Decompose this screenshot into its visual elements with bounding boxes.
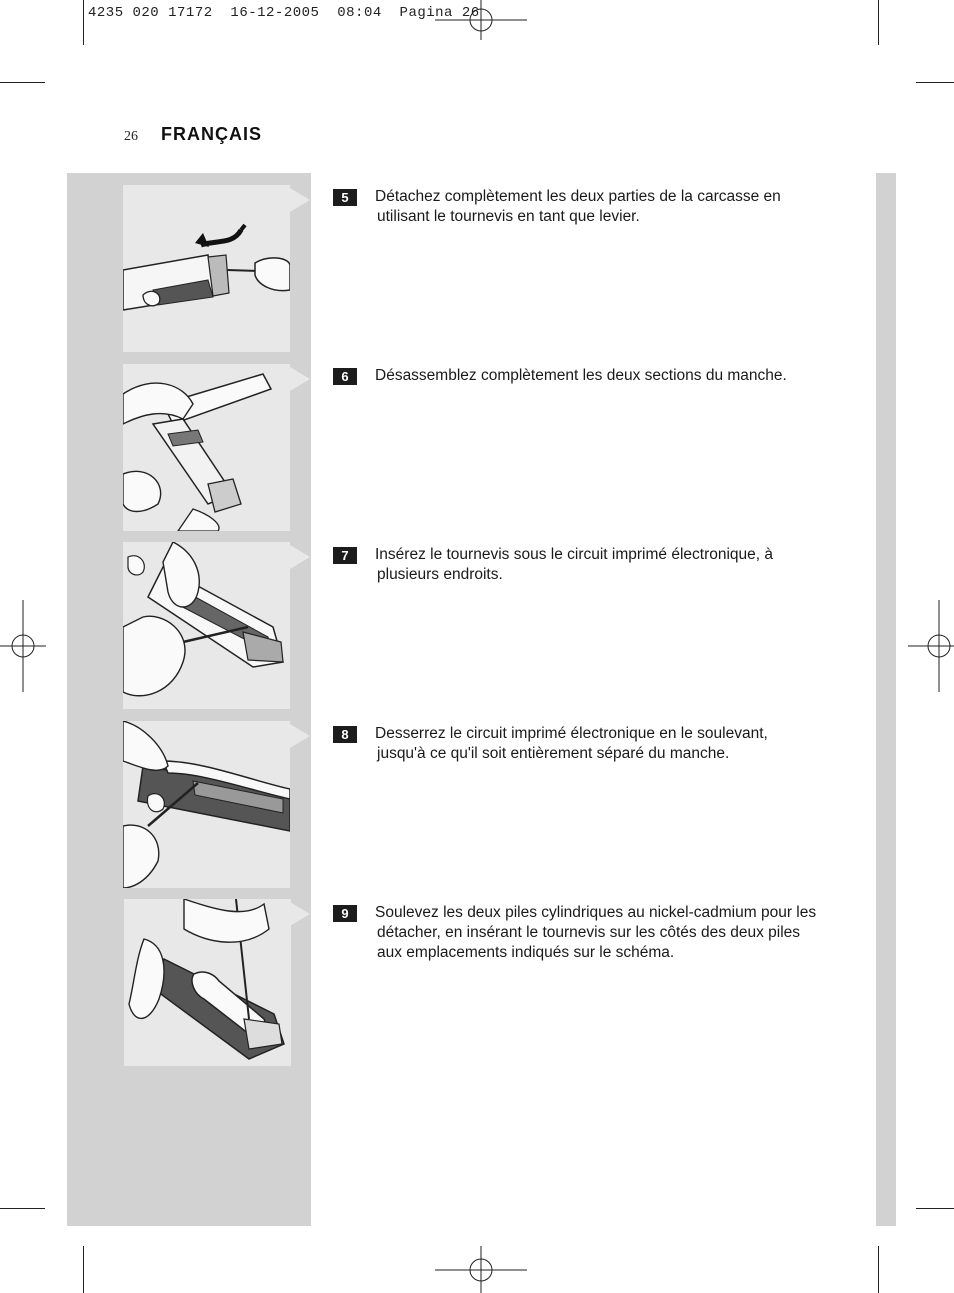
illustration-insert-screwdriver	[123, 542, 290, 709]
step-number-badge: 9	[333, 905, 357, 922]
step-text-line: aux emplacements indiqués sur le schéma.	[377, 944, 675, 961]
step-text-line: détacher, en insérant le tournevis sur les côtés des deux piles	[377, 924, 801, 941]
step-text	[375, 903, 843, 963]
registration-mark-icon	[435, 0, 527, 40]
page-number: 26	[124, 129, 138, 144]
step-number-badge: 5	[333, 189, 357, 206]
figure-step-7	[123, 542, 290, 709]
registration-mark-icon	[0, 600, 46, 692]
printer-slug: 4235 020 17172 16-12-2005 08:04 Pagina 26	[88, 5, 480, 21]
step-text	[375, 545, 843, 585]
figure-pointer	[290, 724, 310, 748]
step-text-line: Soulevez les deux piles cylindriques au nickel-cadmium pour les	[375, 904, 817, 921]
crop-mark	[916, 1208, 954, 1209]
step-9	[333, 903, 843, 963]
right-margin-band	[876, 173, 896, 1226]
step-text-line: Desserrez le circuit imprimé électronique en le soulevant,	[375, 725, 768, 742]
step-8	[333, 724, 843, 764]
crop-mark	[878, 0, 879, 45]
crop-mark	[0, 1208, 45, 1209]
step-5	[333, 187, 843, 227]
step-text-line: Insérez le tournevis sous le circuit imprimé électronique, à	[375, 546, 774, 563]
figure-pointer	[290, 367, 310, 391]
figure-pointer	[290, 902, 310, 926]
figure-pointer	[290, 545, 310, 569]
figure-step-8	[123, 721, 290, 888]
section-title: FRANÇAIS	[161, 124, 262, 144]
registration-mark-icon	[908, 600, 954, 692]
figure-step-6	[123, 364, 290, 531]
step-number-badge: 7	[333, 547, 357, 564]
crop-mark	[916, 82, 954, 83]
crop-mark	[0, 82, 45, 83]
step-text-line: utilisant le tournevis en tant que levier.	[377, 208, 640, 225]
step-text-line: Détachez complètement les deux parties de la carcasse en	[375, 188, 781, 205]
figure-pointer	[290, 188, 310, 212]
step-7	[333, 545, 843, 585]
step-text	[375, 724, 843, 764]
step-text-line: Désassemblez complètement les deux sections du manche.	[375, 367, 787, 384]
illustration-loosen-circuit	[123, 721, 290, 888]
illustration-disassemble-handle	[123, 364, 290, 531]
step-text-line: jusqu'à ce qu'il soit entièrement séparé du manche.	[377, 745, 730, 762]
step-text	[375, 366, 843, 386]
figure-step-9	[124, 899, 291, 1066]
step-number-badge: 6	[333, 368, 357, 385]
step-6	[333, 366, 843, 386]
step-number-badge: 8	[333, 726, 357, 743]
step-text	[375, 187, 843, 227]
figure-step-5	[123, 185, 290, 352]
illustration-lift-batteries	[124, 899, 291, 1066]
step-text-line: plusieurs endroits.	[377, 566, 503, 583]
crop-mark	[878, 1246, 879, 1293]
crop-mark	[83, 0, 84, 45]
registration-mark-icon	[435, 1246, 527, 1293]
illustration-open-casing	[123, 185, 290, 352]
crop-mark	[83, 1246, 84, 1293]
